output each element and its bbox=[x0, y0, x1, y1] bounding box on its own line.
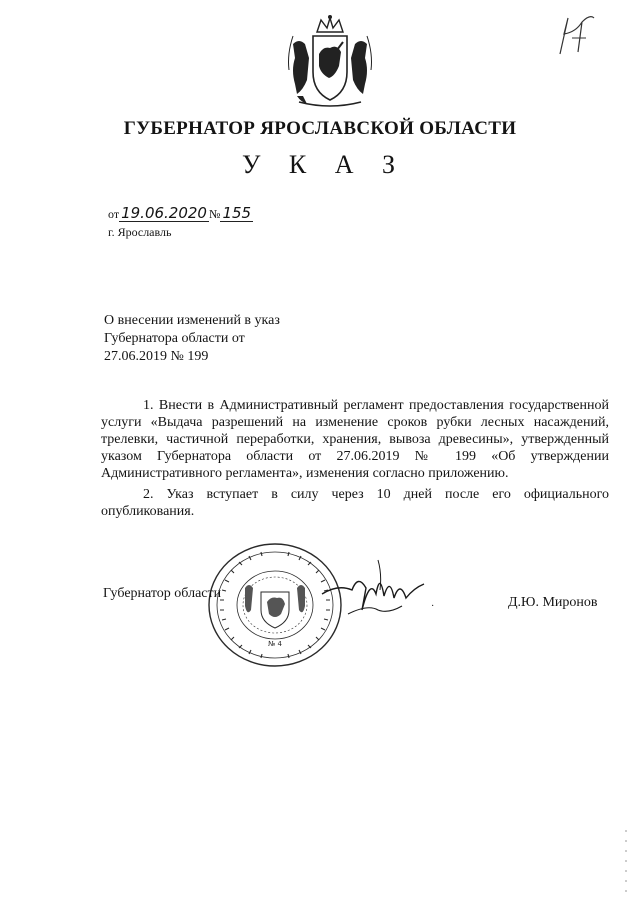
separator-dot: · bbox=[431, 601, 435, 612]
number-prefix: № bbox=[208, 207, 221, 221]
issuing-authority-title: ГУБЕРНАТОР ЯРОСЛАВСКОЙ ОБЛАСТИ bbox=[123, 118, 517, 139]
document-date: 19.06.2020 bbox=[121, 204, 207, 222]
signatory-position: Губернатор области bbox=[103, 586, 222, 601]
body-paragraph-1: 1. Внести в Административный регламент предоставления государственной услуги «Выдача разрешений на изменение сроков рубки лесных насаждений, трелевки, частичной переработки, хранения, вывоза древесины», утвержденный указом Губернатора области от 27.06.2019 № 199 «Об утверждении Административного регламента», изменения согласно приложению. bbox=[101, 398, 609, 481]
document-number: 155 bbox=[222, 204, 252, 222]
subject-line: Губернатора области от bbox=[104, 331, 245, 346]
issuing-city: г. Ярославль bbox=[108, 225, 172, 239]
date-prefix: от bbox=[108, 207, 120, 221]
subject-line: 27.06.2019 № 199 bbox=[104, 349, 209, 364]
svg-text:№ 4: № 4 bbox=[268, 640, 282, 648]
document-body bbox=[101, 397, 609, 520]
date-number-line bbox=[108, 206, 253, 226]
signatory-name: Д.Ю. Миронов bbox=[508, 595, 598, 610]
handwritten-signature-icon bbox=[318, 554, 428, 626]
subject-line: О внесении изменений в указ bbox=[104, 313, 280, 328]
coat-of-arms-icon bbox=[285, 14, 375, 110]
document-type-title: У К А З bbox=[241, 150, 407, 179]
scan-edge-marks bbox=[624, 828, 630, 898]
corner-handwritten-mark bbox=[538, 8, 608, 60]
document-subject bbox=[104, 312, 280, 366]
body-paragraph-2: 2. Указ вступает в силу через 10 дней после его официального опубликования. bbox=[101, 487, 609, 519]
